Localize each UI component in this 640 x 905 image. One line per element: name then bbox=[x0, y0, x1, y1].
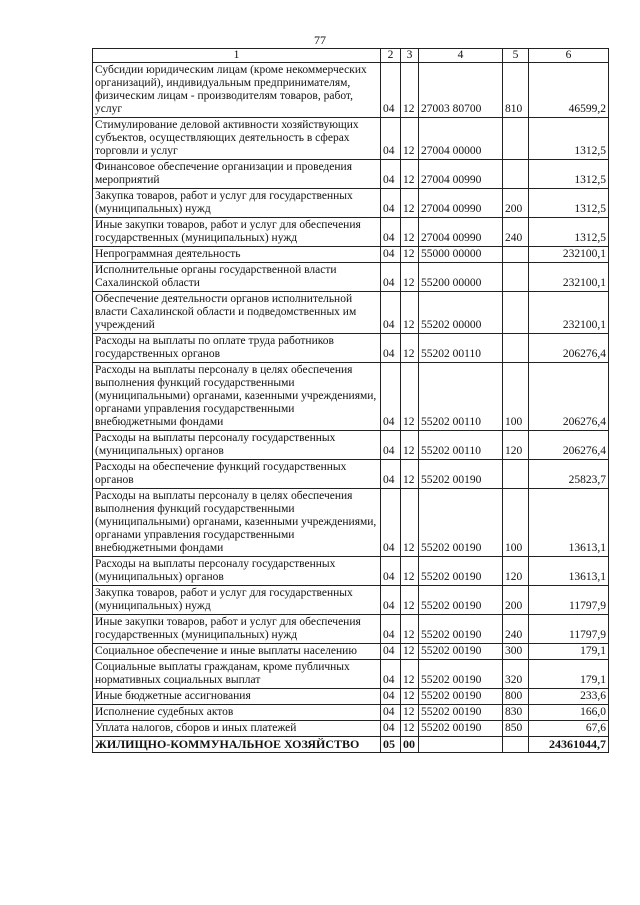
row-amount: 179,1 bbox=[529, 644, 609, 660]
table-row bbox=[93, 644, 609, 660]
table-row bbox=[93, 460, 609, 489]
row-subsection-code: 12 bbox=[401, 263, 419, 292]
row-target-code: 55202 00190 bbox=[419, 705, 503, 721]
row-subsection-code: 12 bbox=[401, 334, 419, 363]
row-amount: 11797,9 bbox=[529, 615, 609, 644]
row-section-code: 04 bbox=[381, 63, 401, 118]
table-row bbox=[93, 615, 609, 644]
table-row bbox=[93, 63, 609, 118]
table-row bbox=[93, 160, 609, 189]
row-expense-type: 120 bbox=[503, 431, 529, 460]
table-row bbox=[93, 489, 609, 557]
table-row bbox=[93, 263, 609, 292]
row-target-code: 55202 00190 bbox=[419, 460, 503, 489]
total-name: ЖИЛИЩНО-КОММУНАЛЬНОЕ ХОЗЯЙСТВО bbox=[93, 737, 381, 753]
row-name: Стимулирование деловой активности хозяйствующих субъектов, осуществляющих деятельность в сферах торговли и услуг bbox=[93, 118, 381, 160]
row-subsection-code: 12 bbox=[401, 431, 419, 460]
row-section-code: 04 bbox=[381, 247, 401, 263]
row-amount: 233,6 bbox=[529, 689, 609, 705]
table-row bbox=[93, 660, 609, 689]
row-amount: 232100,1 bbox=[529, 247, 609, 263]
row-amount: 1312,5 bbox=[529, 189, 609, 218]
row-subsection-code: 12 bbox=[401, 644, 419, 660]
row-name: Обеспечение деятельности органов исполнительной власти Сахалинской области и подведомственных им учреждений bbox=[93, 292, 381, 334]
row-subsection-code: 12 bbox=[401, 557, 419, 586]
row-name: Расходы на выплаты персоналу в целях обеспечения выполнения функций государственными (муниципальными) органами, казенными учреждениями, органами управления государственными внебюджетными фондами bbox=[93, 363, 381, 431]
row-target-code: 55202 00190 bbox=[419, 586, 503, 615]
table-row bbox=[93, 292, 609, 334]
column-header: 3 bbox=[401, 49, 419, 63]
row-expense-type: 830 bbox=[503, 705, 529, 721]
row-amount: 1312,5 bbox=[529, 160, 609, 189]
row-name: Расходы на выплаты персоналу государственных (муниципальных) органов bbox=[93, 431, 381, 460]
row-section-code: 04 bbox=[381, 118, 401, 160]
table-row bbox=[93, 431, 609, 460]
total-expense-type bbox=[503, 737, 529, 753]
row-amount: 11797,9 bbox=[529, 586, 609, 615]
row-name: Закупка товаров, работ и услуг для государственных (муниципальных) нужд bbox=[93, 586, 381, 615]
row-subsection-code: 12 bbox=[401, 660, 419, 689]
row-subsection-code: 12 bbox=[401, 189, 419, 218]
row-section-code: 04 bbox=[381, 460, 401, 489]
row-name: Финансовое обеспечение организации и проведения мероприятий bbox=[93, 160, 381, 189]
row-target-code: 55202 00000 bbox=[419, 292, 503, 334]
row-subsection-code: 12 bbox=[401, 721, 419, 737]
column-header: 1 bbox=[93, 49, 381, 63]
row-amount: 13613,1 bbox=[529, 557, 609, 586]
row-expense-type: 320 bbox=[503, 660, 529, 689]
row-target-code: 27003 80700 bbox=[419, 63, 503, 118]
row-amount: 179,1 bbox=[529, 660, 609, 689]
row-target-code: 55202 00110 bbox=[419, 363, 503, 431]
row-name: Расходы на выплаты персоналу государственных (муниципальных) органов bbox=[93, 557, 381, 586]
row-name: Расходы на обеспечение функций государственных органов bbox=[93, 460, 381, 489]
row-name: Расходы на выплаты персоналу в целях обеспечения выполнения функций государственными (муниципальными) органами, казенными учреждениями, органами управления государственными внебюджетными фондами bbox=[93, 489, 381, 557]
row-section-code: 04 bbox=[381, 292, 401, 334]
row-subsection-code: 12 bbox=[401, 586, 419, 615]
table-row bbox=[93, 363, 609, 431]
row-section-code: 04 bbox=[381, 586, 401, 615]
row-target-code: 55000 00000 bbox=[419, 247, 503, 263]
row-name: Расходы на выплаты по оплате труда работников государственных органов bbox=[93, 334, 381, 363]
total-amount: 24361044,7 bbox=[529, 737, 609, 753]
row-target-code: 55202 00190 bbox=[419, 644, 503, 660]
row-subsection-code: 12 bbox=[401, 615, 419, 644]
total-row bbox=[93, 737, 609, 753]
budget-table bbox=[92, 48, 609, 753]
row-amount: 166,0 bbox=[529, 705, 609, 721]
row-target-code: 55202 00190 bbox=[419, 489, 503, 557]
table-row bbox=[93, 705, 609, 721]
row-target-code: 55202 00110 bbox=[419, 334, 503, 363]
table-row bbox=[93, 118, 609, 160]
row-name: Исполнительные органы государственной власти Сахалинской области bbox=[93, 263, 381, 292]
row-section-code: 04 bbox=[381, 615, 401, 644]
row-subsection-code: 12 bbox=[401, 118, 419, 160]
row-expense-type bbox=[503, 292, 529, 334]
page-number: 77 bbox=[314, 33, 326, 47]
row-target-code: 27004 00990 bbox=[419, 218, 503, 247]
row-section-code: 04 bbox=[381, 705, 401, 721]
row-expense-type bbox=[503, 334, 529, 363]
row-expense-type: 100 bbox=[503, 489, 529, 557]
total-target-code bbox=[419, 737, 503, 753]
row-section-code: 04 bbox=[381, 660, 401, 689]
row-amount: 13613,1 bbox=[529, 489, 609, 557]
row-target-code: 55202 00190 bbox=[419, 557, 503, 586]
row-amount: 25823,7 bbox=[529, 460, 609, 489]
row-subsection-code: 12 bbox=[401, 218, 419, 247]
row-subsection-code: 12 bbox=[401, 363, 419, 431]
row-section-code: 04 bbox=[381, 363, 401, 431]
column-header: 6 bbox=[529, 49, 609, 63]
row-target-code: 55202 00110 bbox=[419, 431, 503, 460]
row-name: Исполнение судебных актов bbox=[93, 705, 381, 721]
column-header: 5 bbox=[503, 49, 529, 63]
row-section-code: 04 bbox=[381, 189, 401, 218]
row-target-code: 55202 00190 bbox=[419, 660, 503, 689]
row-section-code: 04 bbox=[381, 689, 401, 705]
table-row bbox=[93, 218, 609, 247]
row-expense-type: 200 bbox=[503, 189, 529, 218]
row-name: Иные закупки товаров, работ и услуг для обеспечения государственных (муниципальных) нужд bbox=[93, 218, 381, 247]
row-expense-type: 810 bbox=[503, 63, 529, 118]
row-amount: 206276,4 bbox=[529, 431, 609, 460]
row-subsection-code: 12 bbox=[401, 292, 419, 334]
row-subsection-code: 12 bbox=[401, 63, 419, 118]
row-target-code: 55202 00190 bbox=[419, 721, 503, 737]
table-header-row bbox=[93, 49, 609, 63]
row-subsection-code: 12 bbox=[401, 160, 419, 189]
row-target-code: 27004 00990 bbox=[419, 160, 503, 189]
table-row bbox=[93, 247, 609, 263]
column-header: 4 bbox=[419, 49, 503, 63]
table-row bbox=[93, 689, 609, 705]
row-name: Закупка товаров, работ и услуг для государственных (муниципальных) нужд bbox=[93, 189, 381, 218]
row-section-code: 04 bbox=[381, 160, 401, 189]
row-section-code: 04 bbox=[381, 489, 401, 557]
row-expense-type: 240 bbox=[503, 218, 529, 247]
row-expense-type: 200 bbox=[503, 586, 529, 615]
row-section-code: 04 bbox=[381, 431, 401, 460]
row-name: Непрограммная деятельность bbox=[93, 247, 381, 263]
row-subsection-code: 12 bbox=[401, 705, 419, 721]
row-expense-type: 300 bbox=[503, 644, 529, 660]
table-row bbox=[93, 557, 609, 586]
row-section-code: 04 bbox=[381, 334, 401, 363]
row-amount: 232100,1 bbox=[529, 263, 609, 292]
row-expense-type bbox=[503, 247, 529, 263]
row-expense-type: 100 bbox=[503, 363, 529, 431]
row-target-code: 55202 00190 bbox=[419, 689, 503, 705]
row-expense-type: 800 bbox=[503, 689, 529, 705]
row-subsection-code: 12 bbox=[401, 460, 419, 489]
total-subsection-code: 00 bbox=[401, 737, 419, 753]
row-subsection-code: 12 bbox=[401, 247, 419, 263]
row-section-code: 04 bbox=[381, 721, 401, 737]
row-target-code: 55202 00190 bbox=[419, 615, 503, 644]
row-amount: 206276,4 bbox=[529, 363, 609, 431]
row-name: Социальное обеспечение и иные выплаты населению bbox=[93, 644, 381, 660]
row-expense-type: 850 bbox=[503, 721, 529, 737]
row-name: Иные закупки товаров, работ и услуг для обеспечения государственных (муниципальных) нужд bbox=[93, 615, 381, 644]
row-expense-type: 240 bbox=[503, 615, 529, 644]
row-amount: 206276,4 bbox=[529, 334, 609, 363]
row-target-code: 27004 00000 bbox=[419, 118, 503, 160]
row-amount: 1312,5 bbox=[529, 118, 609, 160]
row-subsection-code: 12 bbox=[401, 689, 419, 705]
row-name: Социальные выплаты гражданам, кроме публичных нормативных социальных выплат bbox=[93, 660, 381, 689]
row-expense-type bbox=[503, 460, 529, 489]
row-expense-type bbox=[503, 160, 529, 189]
row-target-code: 55200 00000 bbox=[419, 263, 503, 292]
row-amount: 232100,1 bbox=[529, 292, 609, 334]
row-amount: 67,6 bbox=[529, 721, 609, 737]
table-row bbox=[93, 189, 609, 218]
row-amount: 1312,5 bbox=[529, 218, 609, 247]
row-expense-type: 120 bbox=[503, 557, 529, 586]
row-name: Уплата налогов, сборов и иных платежей bbox=[93, 721, 381, 737]
row-section-code: 04 bbox=[381, 644, 401, 660]
column-header: 2 bbox=[381, 49, 401, 63]
row-section-code: 04 bbox=[381, 218, 401, 247]
row-name: Иные бюджетные ассигнования bbox=[93, 689, 381, 705]
row-amount: 46599,2 bbox=[529, 63, 609, 118]
row-name: Субсидии юридическим лицам (кроме некоммерческих организаций), индивидуальным предпринимателям, физическим лицам - производителям товаров, работ, услуг bbox=[93, 63, 381, 118]
total-section-code: 05 bbox=[381, 737, 401, 753]
row-expense-type bbox=[503, 118, 529, 160]
table-row bbox=[93, 334, 609, 363]
table-row bbox=[93, 586, 609, 615]
table-row bbox=[93, 721, 609, 737]
row-subsection-code: 12 bbox=[401, 489, 419, 557]
row-target-code: 27004 00990 bbox=[419, 189, 503, 218]
row-section-code: 04 bbox=[381, 263, 401, 292]
row-expense-type bbox=[503, 263, 529, 292]
row-section-code: 04 bbox=[381, 557, 401, 586]
